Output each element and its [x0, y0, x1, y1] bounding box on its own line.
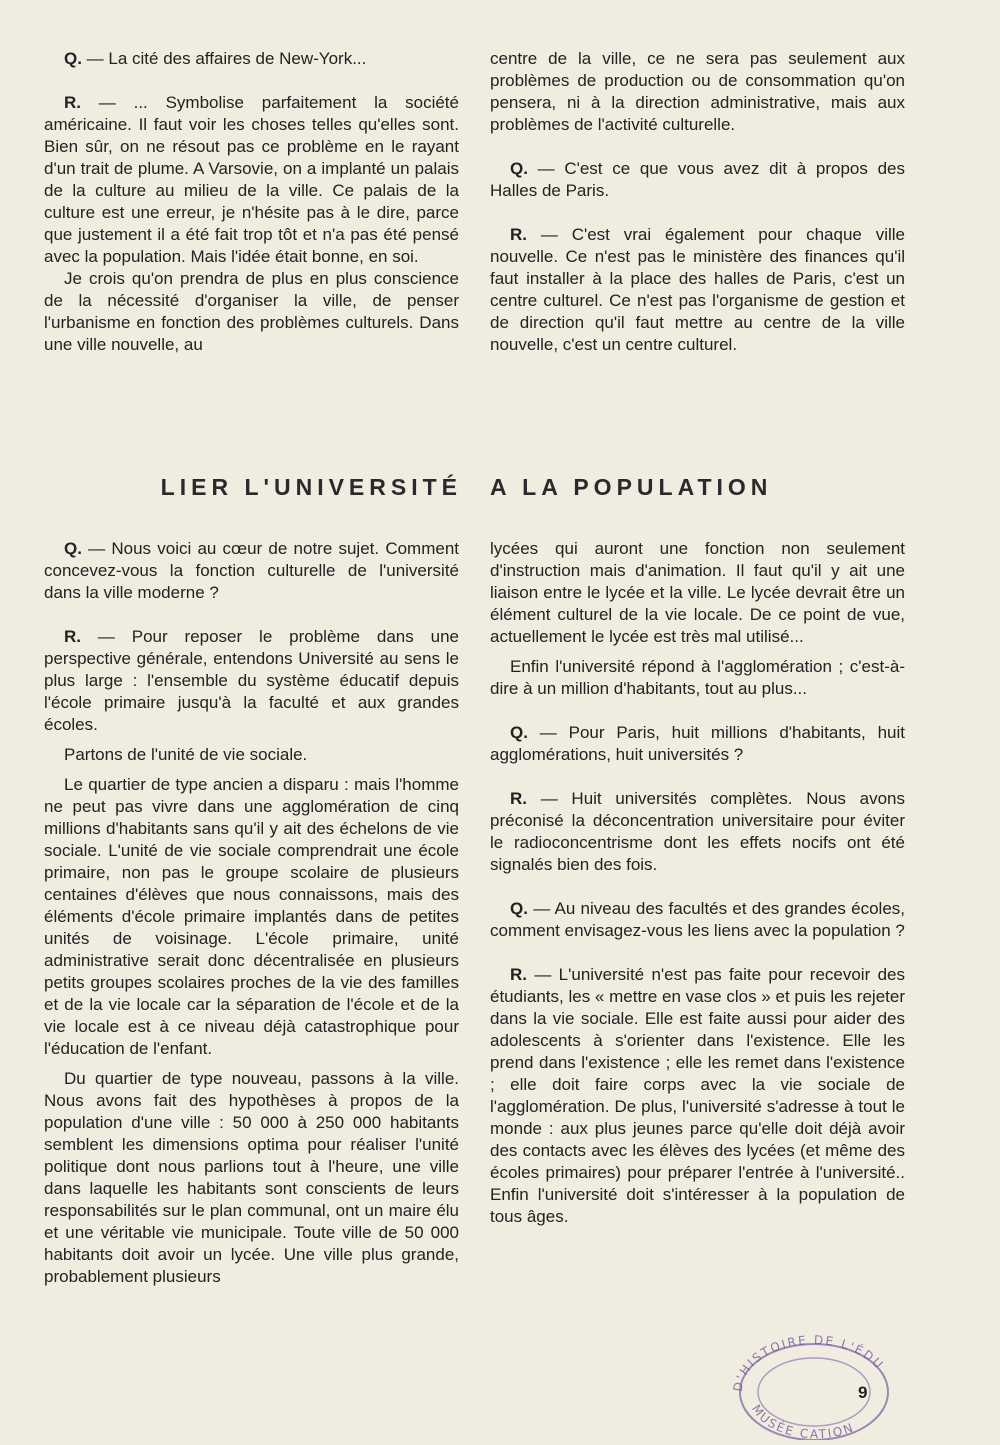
svg-text:MUSÉE CATION: MUSÉE CATION — [748, 1402, 857, 1440]
paragraph-agglomeration: Enfin l'université répond à l'agglomération ; c'est-à-dire à un million d'habitants, tout au plus... — [490, 657, 905, 698]
question-fonction-culturelle: Q. — Nous voici au cœur de notre sujet. Comment concevez-vous la fonction culturelle de l'université dans la ville moderne ? — [44, 539, 459, 602]
museum-stamp — [722, 1330, 902, 1440]
heading-right: A LA POPULATION — [490, 474, 773, 500]
svg-text:D'HISTOIRE DE L'ÉDU: D'HISTOIRE DE L'ÉDU — [730, 1332, 887, 1393]
paragraph-urbanisme: Je crois qu'on prendra de plus en plus conscience de la nécessité d'organiser la ville, de penser l'urbanisme en fonction des problèmes culturels. Dans une ville nouvelle, au — [44, 269, 459, 354]
question-halles: Q. — C'est ce que vous avez dit à propos des Halles de Paris. — [490, 159, 905, 200]
heading-left: LIER L'UNIVERSITÉ — [160, 474, 462, 500]
bottom-left-column — [44, 538, 459, 1288]
paragraph-lycees: lycées qui auront une fonction non seulement d'instruction mais d'animation. Il faut qu'il y ait une liaison entre le lycée et la ville. Le lycée devrait être un élément culturel de la vie locale. De ce point de vue, actuellement le lycée est très mal utilisé... — [490, 539, 905, 646]
question-facultes: Q. — Au niveau des facultés et des grandes écoles, comment envisagez-vous les liens avec la population ? — [490, 899, 905, 940]
paragraph-quartier-nouveau: Du quartier de type nouveau, passons à la ville. Nous avons fait des hypothèses à propos de la population d'une ville : 50 000 à 250 000 habitants semblent les dimensions optima pour réaliser l'unité politique dont nous parlions tout à l'heure, une ville dans laquelle les habitants sont conscients de leurs responsabilités sur le plan communal, ont un maire élu et une véritable vie municipale. Toute ville de 50 000 habitants doit avoir un lycée. Une ville plus grande, probablement plusieurs — [44, 1069, 459, 1286]
stamp-icon — [722, 1330, 902, 1440]
answer-centre-culturel: R. — C'est vrai également pour chaque ville nouvelle. Ce n'est pas le ministère des finances qu'il faut installer à la place des halles de Paris, c'est un centre culturel. Ce n'est pas l'organisme de gestion et de direction qu'il faut mettre au centre de la ville nouvelle, c'est un centre culturel. — [490, 225, 905, 354]
answer-perspective: R. — Pour reposer le problème dans une perspective générale, entendons Université au sens le plus large : l'ensemble du système éducatif depuis l'école primaire jusqu'à la faculté et aux grandes écoles. — [44, 627, 459, 734]
top-right-column — [490, 48, 905, 356]
answer-huit-universites: R. — Huit universités complètes. Nous avons préconisé la déconcentration universitaire pour éviter le radioconcentrisme dont les effets nocifs ont été signalés bien des fois. — [490, 789, 905, 874]
bottom-right-column — [490, 538, 905, 1228]
question-new-york: Q. — La cité des affaires de New-York... — [64, 49, 367, 68]
top-left-column — [44, 48, 459, 356]
paragraph-quartier-ancien: Le quartier de type ancien a disparu : mais l'homme ne peut pas vivre dans une agglomération de cinq millions d'habitants sans qu'il y ait des échelons de vie sociale. L'unité de vie sociale comprendrait une école primaire, non pas le groupe scolaire de plusieurs centaines d'élèves que nous connaissons, mais des éléments d'école primaire implantés dans de petites unités de voisinage. L'école primaire, unité administrative serait donc décentralisée en plusieurs petits groupes scolaires proches de la vie des familles et de la vie locale car la séparation de l'école et de la vie locale est à ce niveau déjà catastrophique pour l'éducation de l'enfant. — [44, 775, 459, 1058]
paragraph-centre-ville: centre de la ville, ce ne sera pas seulement aux problèmes de production ou de consommation qu'on pensera, ni à la direction administrative, mais aux problèmes de l'activité culturelle. — [490, 49, 905, 134]
question-paris: Q. — Pour Paris, huit millions d'habitants, huit agglomérations, huit universités ? — [490, 723, 905, 764]
paragraph-unite-vie-sociale: Partons de l'unité de vie sociale. — [64, 745, 308, 764]
answer-varsovie: R. — ... Symbolise parfaitement la société américaine. Il faut voir les choses telles qu'elles sont. Bien sûr, on ne résout pas ce problème en le rayant d'un trait de plume. A Varsovie, on a implanté un palais de la culture au milieu de la ville. Ce palais de la culture est une erreur, je n'hésite pas à le dire, parce que justement il a été fait trop tôt et n'a pas été pensé avec la population. Mais l'idée était bonne, en soi. — [44, 93, 459, 266]
page-number: 9 — [858, 1383, 868, 1402]
answer-universite: R. — L'université n'est pas faite pour recevoir des étudiants, les « mettre en vase clos » et puis les rejeter dans la vie sociale. Elle est faite aussi pour aider des adolescents à s'orienter dans l'existence. Elle les prend dans l'existence ; elle les remet dans l'existence ; elle doit faire corps avec la vie sociale de l'agglomération. De plus, l'université s'adresse à tout le monde : aux plus jeunes parce qu'elle doit déjà avoir des contacts avec les élèves des lycées (et même des écoles primaires) pour préparer l'entrée à l'université.. Enfin l'université doit s'intéresser à la population de tous âges. — [490, 965, 905, 1226]
